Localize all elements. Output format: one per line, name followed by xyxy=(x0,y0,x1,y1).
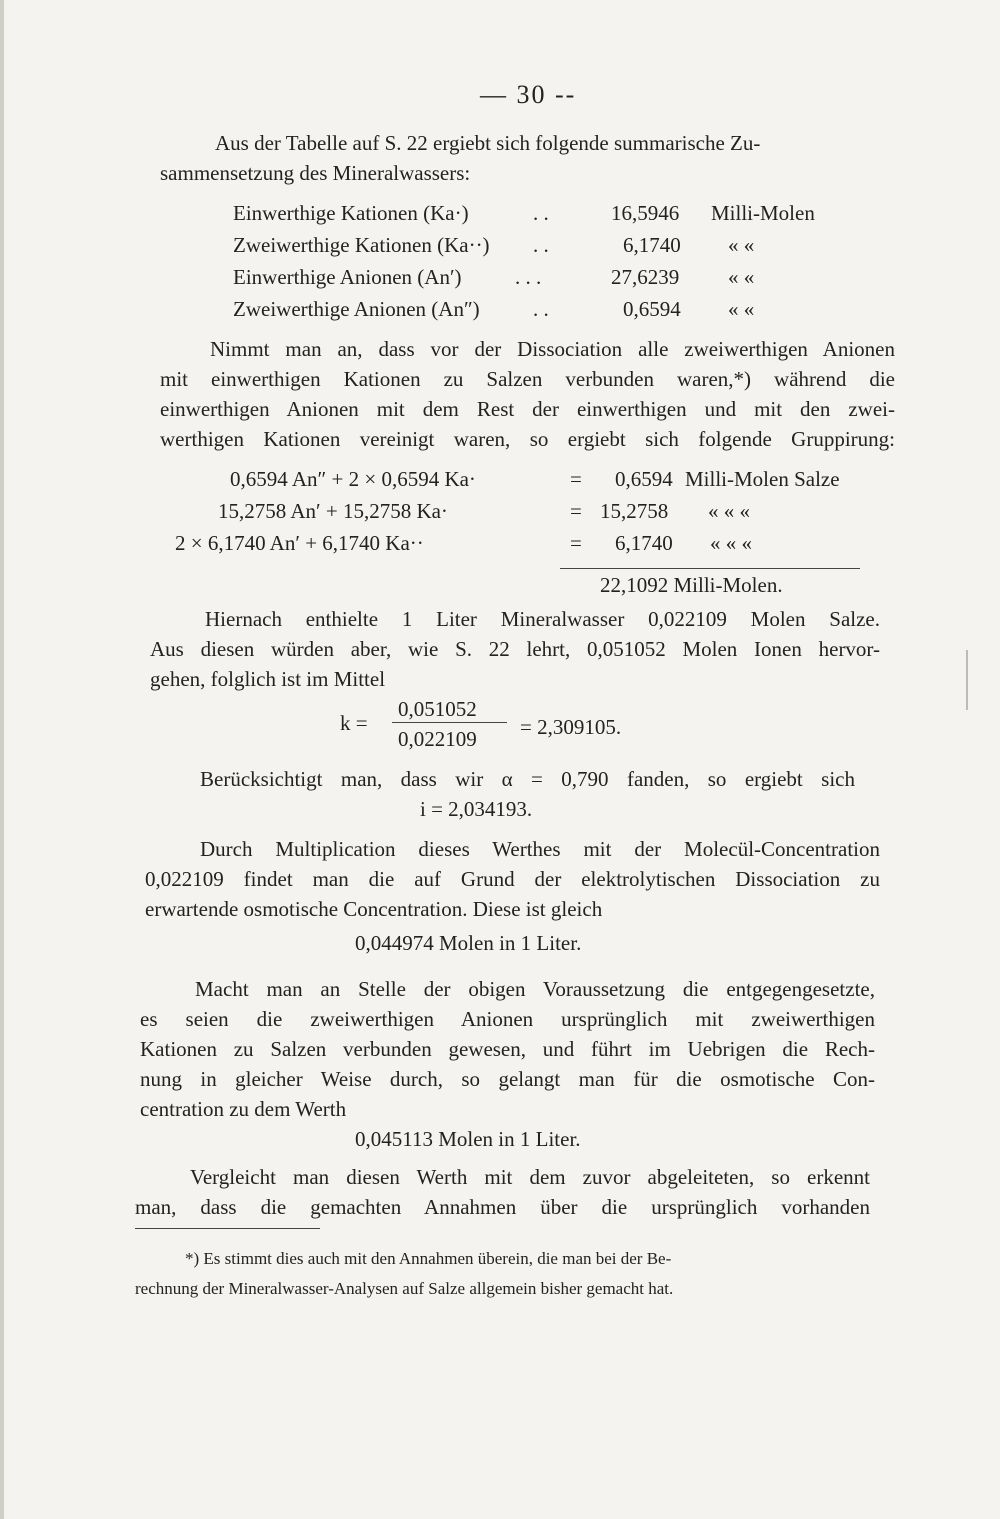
para5-line-2: es seien die zweiwerthigen Anionen ursprünglich mit zweiwerthigen xyxy=(140,1007,875,1031)
grouping-value: 6,1740 xyxy=(615,531,673,555)
formula-k-numerator: 0,051052 xyxy=(398,697,477,721)
ion-dots: . . . xyxy=(515,265,542,289)
formula-i: i = 2,034193. xyxy=(420,797,533,821)
grouping-left: 0,6594 An″ + 2 × 0,6594 Ka· xyxy=(230,467,476,491)
ion-unit: « « xyxy=(728,233,755,257)
ion-dots: . . xyxy=(533,201,549,225)
grouping-eq: = xyxy=(570,531,582,555)
page-edge xyxy=(0,0,4,1519)
para3: Berücksichtigt man, dass wir α = 0,790 fanden, so ergiebt sich xyxy=(200,767,855,791)
ion-value: 6,1740 xyxy=(623,233,681,257)
ion-value: 27,6239 xyxy=(611,265,680,289)
grouping-unit: « « « xyxy=(710,531,752,555)
formula-k-denominator: 0,022109 xyxy=(398,727,477,751)
para6-line-1: Vergleicht man diesen Werth mit dem zuvor abgeleiteten, so erkennt xyxy=(190,1165,870,1189)
intro-line-1: Aus der Tabelle auf S. 22 ergiebt sich folgende summarische Zu- xyxy=(215,131,761,155)
grouping-unit: Milli-Molen Salze xyxy=(685,467,840,491)
ion-unit: « « xyxy=(728,297,755,321)
ion-label: Zweiwerthige Kationen (Ka··) xyxy=(233,233,490,257)
result-1: 0,044974 Molen in 1 Liter. xyxy=(355,931,582,955)
ion-value: 16,5946 xyxy=(611,201,680,225)
grouping-value: 0,6594 xyxy=(615,467,673,491)
ion-label: Zweiwerthige Anionen (An″) xyxy=(233,297,480,321)
para5-line-5: centration zu dem Werth xyxy=(140,1097,347,1121)
footnote-line-2: rechnung der Mineralwasser-Analysen auf Salze allgemein bisher gemacht hat. xyxy=(135,1279,674,1298)
ion-value: 0,6594 xyxy=(623,297,681,321)
para2-line-1: Hiernach enthielte 1 Liter Mineralwasser 0,022109 Molen Salze. xyxy=(205,607,880,631)
para4-line-1: Durch Multiplication dieses Werthes mit der Molecül-Concentration xyxy=(200,837,880,861)
para2-line-3: gehen, folglich ist im Mittel xyxy=(150,667,386,691)
para1-line-2: mit einwerthigen Kationen zu Salzen verbunden waren,*) während die xyxy=(160,367,895,391)
result-2: 0,045113 Molen in 1 Liter. xyxy=(355,1127,581,1151)
grouping-value: 15,2758 xyxy=(600,499,669,523)
para1-line-1: Nimmt man an, dass vor der Dissociation alle zweiwerthigen Anionen xyxy=(210,337,895,361)
formula-k-result: = 2,309105. xyxy=(520,715,622,739)
sum-rule xyxy=(560,568,860,569)
ion-dots: . . xyxy=(533,297,549,321)
para5-line-1: Macht man an Stelle der obigen Voraussetzung die entgegengesetzte, xyxy=(195,977,875,1001)
page-number: — 30 -- xyxy=(480,80,577,109)
footnote-rule xyxy=(135,1228,320,1229)
para1-line-3: einwerthigen Anionen mit dem Rest der einwerthigen und mit den zwei- xyxy=(160,397,895,421)
intro-line-2: sammensetzung des Mineralwassers: xyxy=(160,161,471,185)
ion-label: Einwerthige Anionen (An′) xyxy=(233,265,462,289)
para6-line-2: man, dass die gemachten Annahmen über die ursprünglich vorhanden xyxy=(135,1195,870,1219)
formula-k-lhs: k = xyxy=(340,711,368,735)
margin-mark xyxy=(966,650,968,710)
ion-unit: « « xyxy=(728,265,755,289)
footnote-line-1: *) Es stimmt dies auch mit den Annahmen überein, die man bei der Be- xyxy=(185,1249,672,1268)
para5-line-4: nung in gleicher Weise durch, so gelangt man für die osmotische Con- xyxy=(140,1067,875,1091)
para4-line-2: 0,022109 findet man die auf Grund der elektrolytischen Dissociation zu xyxy=(145,867,880,891)
para4-line-3: erwartende osmotische Concentration. Diese ist gleich xyxy=(145,897,603,921)
grouping-left: 15,2758 An′ + 15,2758 Ka· xyxy=(218,499,448,523)
para2-line-2: Aus diesen würden aber, wie S. 22 lehrt, 0,051052 Molen Ionen hervor- xyxy=(150,637,880,661)
grouping-unit: « « « xyxy=(708,499,750,523)
para5-line-3: Kationen zu Salzen verbunden gewesen, und führt im Uebrigen die Rech- xyxy=(140,1037,875,1061)
ion-dots: . . xyxy=(533,233,549,257)
grouping-eq: = xyxy=(570,499,582,523)
grouping-total: 22,1092 Milli-Molen. xyxy=(600,573,783,597)
ion-label: Einwerthige Kationen (Ka·) xyxy=(233,201,469,225)
grouping-left: 2 × 6,1740 An′ + 6,1740 Ka·· xyxy=(175,531,424,555)
ion-unit: Milli-Molen xyxy=(711,201,815,225)
fraction-bar xyxy=(392,722,507,723)
para1-line-4: werthigen Kationen vereinigt waren, so ergiebt sich folgende Gruppirung: xyxy=(160,427,895,451)
grouping-eq: = xyxy=(570,467,582,491)
